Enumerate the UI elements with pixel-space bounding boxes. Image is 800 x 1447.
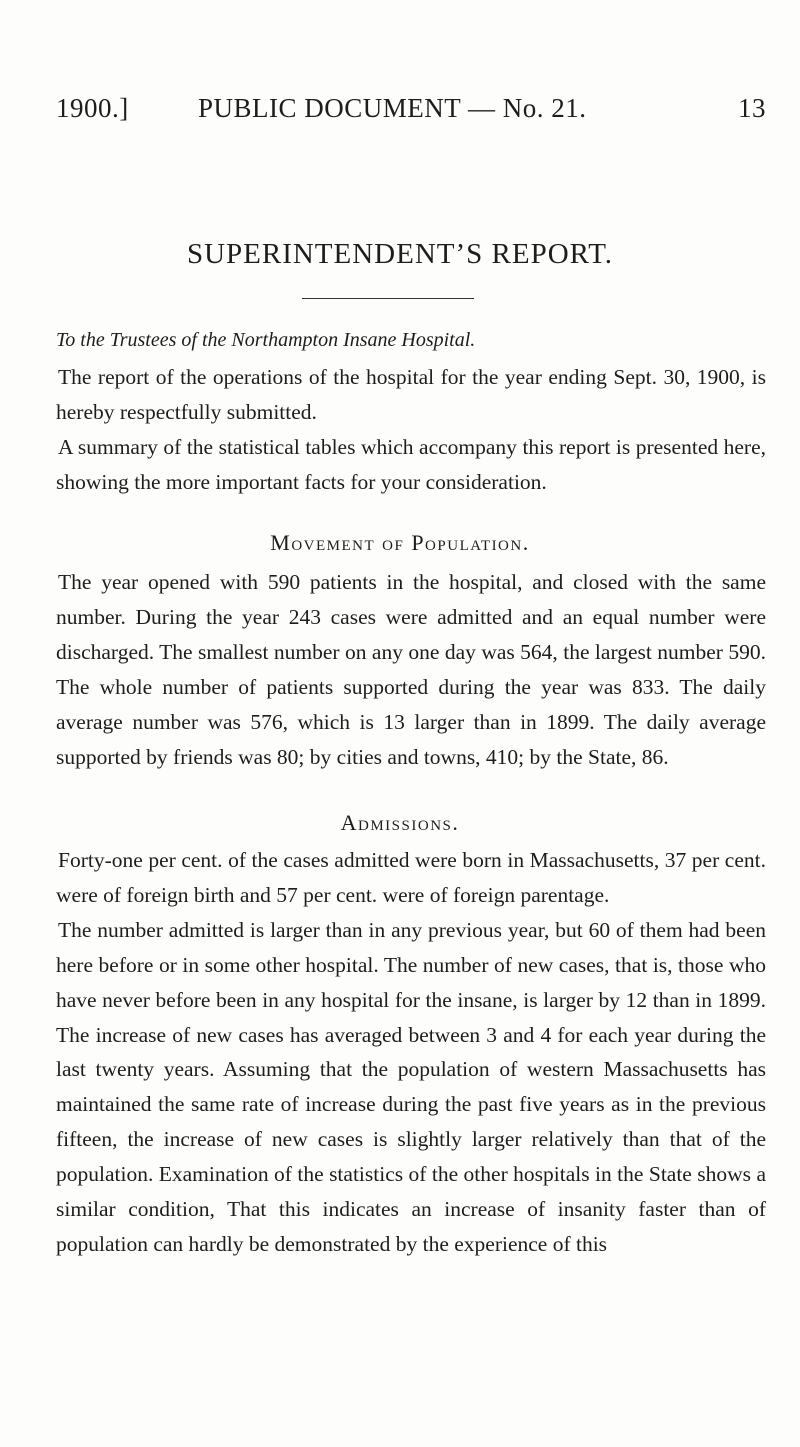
page-number: 13 bbox=[738, 93, 766, 123]
intro-block bbox=[56, 360, 766, 500]
intro-paragraph: The report of the operations of the hospital for the year ending Sept. 30, 1900, is hereby respectfully submitted. bbox=[56, 365, 766, 424]
body-paragraph: The number admitted is larger than in any previous year, but 60 of them had been here before or in some other hospital. The number of new cases, that is, those who have never before been in any hospital for the insane, is larger by 12 than in 1899. The increase of new cases has averaged between 3 and 4 for each year during the last twenty years. Assuming that the population of western Massachusetts has maintained the same rate of increase during the past five years as in the previous fifteen, the increase of new cases is slightly larger relatively than that of the population. Examination of the statistics of the other hospitals in the State shows a similar condition, That this indicates an increase of insanity faster than of population can hardly be demonstrated by the experience of this bbox=[56, 917, 766, 1256]
section-body-admissions bbox=[56, 843, 766, 1262]
body-paragraph: Forty-one per cent. of the cases admitted were born in Massachusetts, 37 per cent. were of foreign birth and 57 per cent. were of foreign parentage. bbox=[56, 848, 766, 907]
header-title: PUBLIC DOCUMENT — No. 21. bbox=[198, 93, 587, 123]
running-header bbox=[56, 93, 766, 129]
intro-paragraph: A summary of the statistical tables which accompany this report is presented here, showing the more important facts for your consideration. bbox=[56, 434, 766, 494]
header-year: 1900.] bbox=[56, 93, 129, 123]
addressee: To the Trustees of the Northampton Insane Hospital. bbox=[56, 329, 476, 351]
title-divider bbox=[302, 298, 474, 299]
section-heading-admissions: Admissions. bbox=[340, 810, 460, 835]
body-paragraph: The year opened with 590 patients in the hospital, and closed with the same number. During the year 243 cases were admitted and an equal number were discharged. The smallest number on any one day was 564, the largest number 590. The whole number of patients supported during the year was 833. The daily average number was 576, which is 13 larger than in 1899. The daily average supported by friends was 80; by cities and towns, 410; by the State, 86. bbox=[56, 570, 766, 769]
section-body-movement bbox=[56, 565, 766, 774]
section-heading-movement: Movement of Population. bbox=[270, 530, 530, 555]
report-title: SUPERINTENDENT’S REPORT. bbox=[186, 238, 614, 270]
